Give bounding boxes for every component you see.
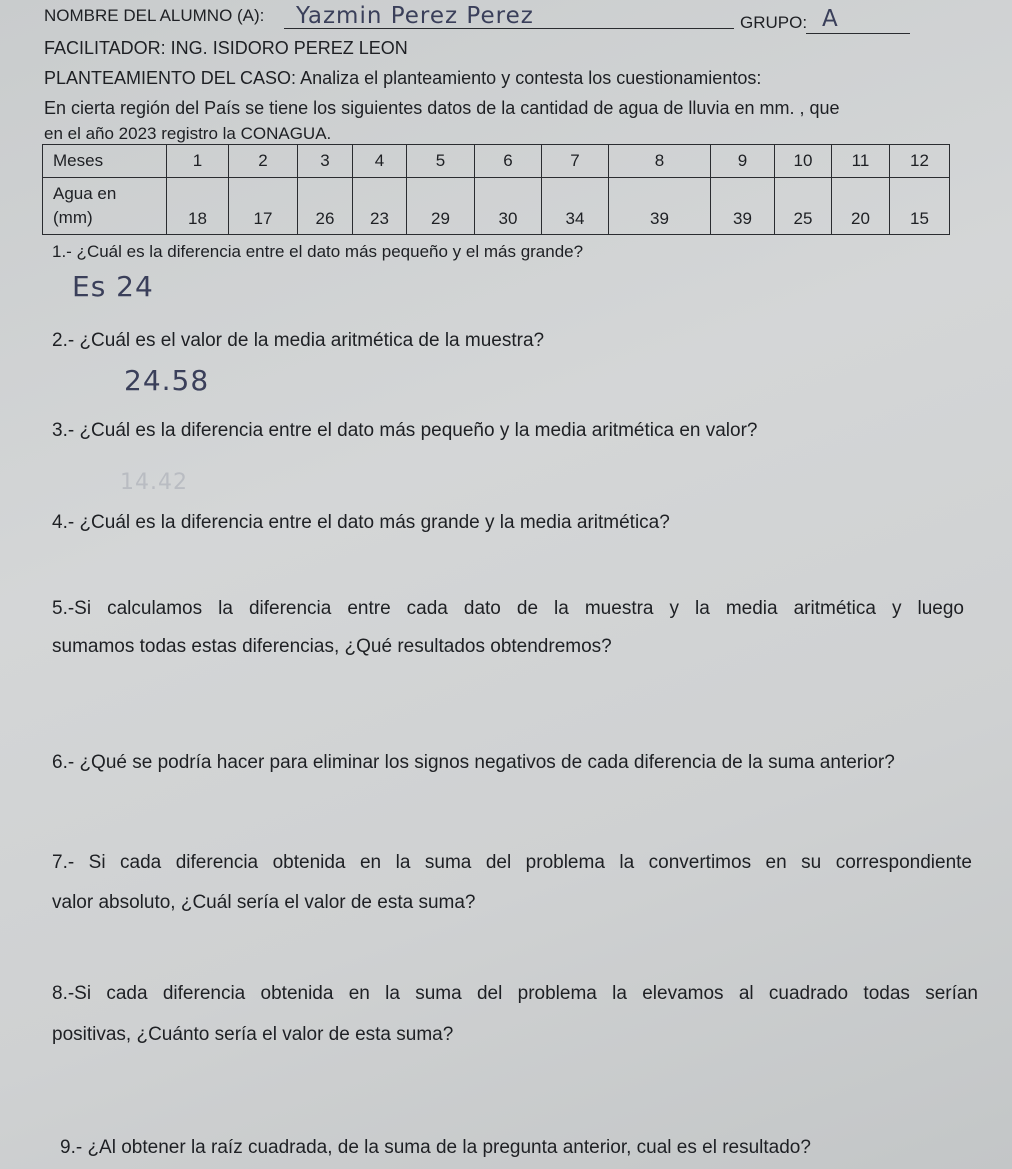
month-cell: 4 [353, 145, 407, 178]
months-label: Meses [43, 145, 167, 178]
water-row [43, 178, 950, 235]
water-label-line-1: Agua en [53, 184, 117, 203]
value-cell [475, 178, 542, 235]
value-cell [890, 178, 950, 235]
student-name: Yazmin Perez Perez [296, 3, 534, 29]
value-cell [298, 178, 353, 235]
month-cell: 8 [609, 145, 711, 178]
month-cell: 11 [832, 145, 890, 178]
case-statement: PLANTEAMIENTO DEL CASO: Analiza el planteamiento y contesta los cuestionamientos: [44, 68, 762, 88]
student-label: NOMBRE DEL ALUMNO (A): [44, 6, 265, 25]
value-text: 25 [793, 209, 813, 228]
value-text: 26 [315, 209, 335, 228]
value-cell [775, 178, 832, 235]
value-text: 34 [565, 209, 585, 228]
group-line [806, 33, 910, 34]
month-cell: 9 [711, 145, 775, 178]
facilitator-line: FACILITADOR: ING. ISIDORO PEREZ LEON [44, 38, 408, 58]
question-8-line-2: positivas, ¿Cuánto sería el valor de esta suma? [52, 1024, 454, 1045]
value-text: 23 [370, 209, 389, 228]
value-cell [711, 178, 775, 235]
value-text: 17 [253, 209, 273, 228]
question-2: 2.- ¿Cuál es el valor de la media aritmética de la muestra? [52, 330, 545, 351]
water-label-line-2: (mm) [53, 208, 93, 227]
value-text: 30 [498, 209, 518, 228]
question-5-line-2: sumamos todas estas diferencias, ¿Qué resultados obtendremos? [52, 636, 612, 657]
water-label [43, 178, 167, 235]
group-value: A [822, 6, 839, 32]
value-cell [229, 178, 298, 235]
value-text: 18 [188, 209, 207, 228]
month-cell: 6 [475, 145, 542, 178]
month-cell: 3 [298, 145, 353, 178]
value-cell [542, 178, 609, 235]
intro-line-1: En cierta región del País se tiene los siguientes datos de la cantidad de agua de lluvia en mm. , que [44, 98, 840, 118]
value-text: 15 [910, 209, 929, 228]
value-cell [407, 178, 475, 235]
month-cell: 7 [542, 145, 609, 178]
question-1: 1.- ¿Cuál es la diferencia entre el dato más pequeño y el más grande? [52, 242, 584, 261]
months-row [43, 145, 950, 178]
intro-line-2: en el año 2023 registro la CONAGUA. [44, 124, 332, 143]
question-6: 6.- ¿Qué se podría hacer para eliminar los signos negativos de cada diferencia de la suma anterior? [52, 752, 895, 773]
rainfall-table [42, 144, 950, 235]
question-8-line-1: 8.-Si cada diferencia obtenida en la suma del problema la elevamos al cuadrado todas serían [52, 983, 978, 1004]
value-cell [353, 178, 407, 235]
month-cell: 10 [775, 145, 832, 178]
month-cell: 1 [167, 145, 229, 178]
question-7-line-2: valor absoluto, ¿Cuál sería el valor de esta suma? [52, 892, 476, 913]
question-7-line-1: 7.- Si cada diferencia obtenida en la suma del problema la convertimos en su correspondiente [52, 852, 972, 873]
question-5-line-1: 5.-Si calculamos la diferencia entre cada dato de la muestra y la media aritmética y luego [52, 598, 964, 619]
month-cell: 12 [890, 145, 950, 178]
value-text: 29 [431, 209, 450, 228]
value-cell [609, 178, 711, 235]
answer-2: 24.58 [124, 364, 210, 397]
answer-3: 14.42 [120, 470, 188, 495]
answer-1: Es 24 [72, 270, 154, 303]
question-3: 3.- ¿Cuál es la diferencia entre el dato más pequeño y la media aritmética en valor? [52, 420, 758, 441]
value-text: 39 [733, 209, 752, 228]
value-cell [167, 178, 229, 235]
value-text: 20 [851, 209, 870, 228]
value-text: 39 [650, 209, 669, 228]
value-cell [832, 178, 890, 235]
question-9: 9.- ¿Al obtener la raíz cuadrada, de la suma de la pregunta anterior, cual es el resultado? [60, 1137, 811, 1158]
question-4: 4.- ¿Cuál es la diferencia entre el dato más grande y la media aritmética? [52, 512, 670, 533]
month-cell: 5 [407, 145, 475, 178]
month-cell: 2 [229, 145, 298, 178]
group-label: GRUPO: [740, 13, 808, 32]
